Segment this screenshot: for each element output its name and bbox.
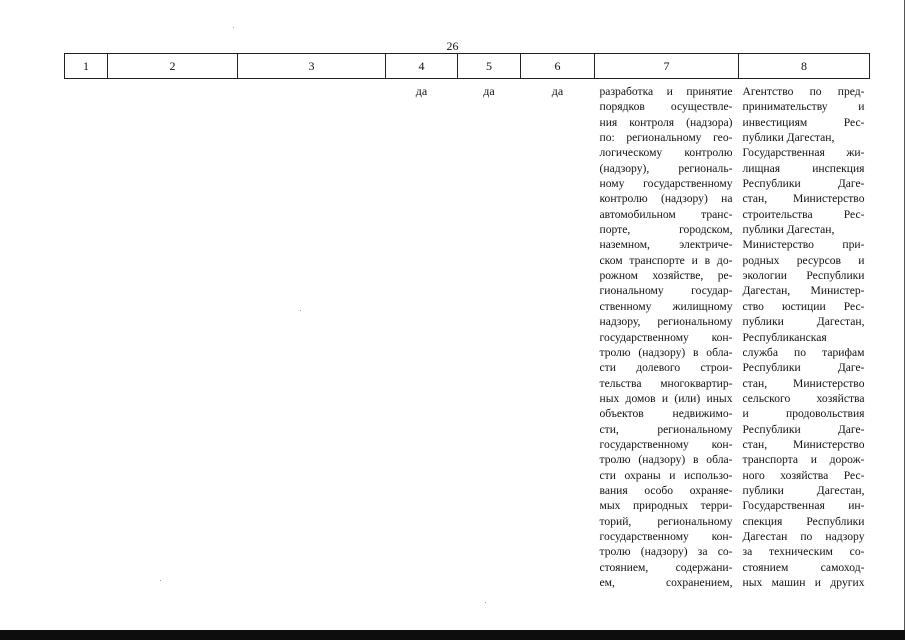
text-line: стан, Министерство bbox=[742, 192, 865, 206]
text-line: сти охраны и использо- bbox=[599, 468, 733, 482]
text-line: сти, региональному bbox=[599, 422, 733, 436]
text-line: ственному жилищному bbox=[599, 299, 733, 313]
column-header-4: 4 bbox=[386, 54, 458, 79]
text-line: вания особо охраняе- bbox=[599, 483, 733, 497]
column-header-7: 7 bbox=[595, 54, 739, 79]
text-line: публики Дагестан, bbox=[742, 483, 865, 497]
text-line: контролю (надзору) на bbox=[599, 192, 733, 206]
text-line: автомобильном транс- bbox=[599, 207, 733, 221]
text-line: по: региональному гео- bbox=[599, 131, 733, 145]
column-header-1: 1 bbox=[65, 54, 108, 79]
text-line: торий, региональному bbox=[599, 514, 733, 528]
text-line: Дагестан, Министер- bbox=[742, 284, 865, 298]
cell-col4: да bbox=[415, 84, 428, 98]
text-line: Министерство при- bbox=[742, 238, 865, 252]
text-line: ния контроля (надзора) bbox=[599, 115, 733, 129]
column-header-3: 3 bbox=[238, 54, 386, 79]
text-line: стан, Министерство bbox=[742, 376, 865, 390]
text-line: сельского хозяйства bbox=[742, 391, 865, 405]
text-line: тролю (надзору) в обла- bbox=[599, 345, 733, 359]
text-line: (надзору), региональ- bbox=[599, 161, 733, 175]
text-line: тролю (надзору) за со- bbox=[599, 545, 733, 559]
column-header-6: 6 bbox=[521, 54, 595, 79]
cell-col5: да bbox=[483, 84, 495, 98]
cell-col1 bbox=[65, 79, 108, 591]
text-line: публики Дагестан, bbox=[742, 223, 835, 237]
text-line: спекция Республики bbox=[742, 514, 865, 528]
text-line: мых природных терри- bbox=[599, 499, 733, 513]
text-line: ском транспорте и в до- bbox=[599, 253, 733, 267]
scan-speck bbox=[160, 580, 161, 581]
scan-speck bbox=[300, 310, 301, 311]
text-line: стан, Министерство bbox=[742, 437, 865, 451]
text-line: объектов недвижимо- bbox=[599, 407, 733, 421]
column-header-5: 5 bbox=[458, 54, 521, 79]
cell-col8-text bbox=[739, 79, 870, 591]
text-line: Республики Даге- bbox=[742, 177, 865, 191]
text-line: строительства Рес- bbox=[742, 207, 865, 221]
text-line: публики Дагестан, bbox=[742, 315, 865, 329]
text-line: родных ресурсов и bbox=[742, 253, 865, 267]
scan-bottom-band bbox=[0, 630, 905, 640]
text-line: сти долевого строи- bbox=[599, 361, 733, 375]
text-line: стоянием, содержани- bbox=[599, 560, 733, 574]
column-header-2: 2 bbox=[108, 54, 238, 79]
scan-speck bbox=[485, 602, 486, 603]
text-line: наземном, электриче- bbox=[599, 238, 733, 252]
text-line: Государственная ин- bbox=[742, 499, 865, 513]
text-line: инвестициям Рес- bbox=[742, 115, 865, 129]
table-header-row bbox=[65, 54, 870, 79]
text-line: надзору, региональному bbox=[599, 315, 733, 329]
text-line: транспорта и дорож- bbox=[742, 453, 865, 467]
text-line: разработка и принятие bbox=[599, 85, 733, 98]
text-line: и продовольствия bbox=[742, 407, 865, 421]
text-line: Агентство по пред- bbox=[742, 85, 865, 98]
cell-col2 bbox=[108, 79, 238, 591]
text-line: Республики Даге- bbox=[742, 361, 865, 375]
text-line: государственному кон- bbox=[599, 330, 733, 344]
table-row bbox=[65, 79, 870, 591]
cell-col3 bbox=[238, 79, 386, 591]
text-line: логическому контролю bbox=[599, 146, 733, 160]
text-line: Государственная жи- bbox=[742, 146, 865, 160]
cell-col7-text bbox=[595, 79, 739, 591]
page-number: 26 bbox=[446, 39, 459, 53]
text-line: рожном хозяйстве, ре- bbox=[599, 269, 733, 283]
text-line: ного хозяйства Рес- bbox=[742, 468, 865, 482]
text-line: за техническим со- bbox=[742, 545, 865, 559]
text-line: Республиканская bbox=[742, 330, 827, 344]
text-line: ем, сохранением, bbox=[599, 576, 733, 589]
text-line: экологии Республики bbox=[742, 269, 865, 283]
text-line: ных домов и (или) иных bbox=[599, 391, 733, 405]
text-line: ство юстиции Рес- bbox=[742, 299, 865, 313]
text-line: государственному кон- bbox=[599, 437, 733, 451]
scan-speck bbox=[233, 27, 234, 28]
text-line: гиональному государ- bbox=[599, 284, 733, 298]
text-line: публики Дагестан, bbox=[742, 131, 835, 145]
text-line: лищная инспекция bbox=[742, 161, 865, 175]
document-table bbox=[64, 53, 870, 590]
column-header-8: 8 bbox=[739, 54, 870, 79]
text-line: служба по тарифам bbox=[742, 345, 865, 359]
text-line: ных машин и других bbox=[742, 576, 865, 589]
text-line: порте, городском, bbox=[599, 223, 733, 237]
text-line: принимательству и bbox=[742, 100, 865, 114]
text-line: стоянием самоход- bbox=[742, 560, 865, 574]
cell-col6: да bbox=[551, 84, 564, 98]
text-line: Дагестан по надзору bbox=[742, 529, 865, 543]
text-line: тельства многоквартир- bbox=[599, 376, 733, 390]
text-line: ному государственному bbox=[599, 177, 733, 191]
text-line: порядков осуществле- bbox=[599, 100, 733, 114]
text-line: государственному кон- bbox=[599, 529, 733, 543]
text-line: тролю (надзору) в обла- bbox=[599, 453, 733, 467]
text-line: Республики Даге- bbox=[742, 422, 865, 436]
